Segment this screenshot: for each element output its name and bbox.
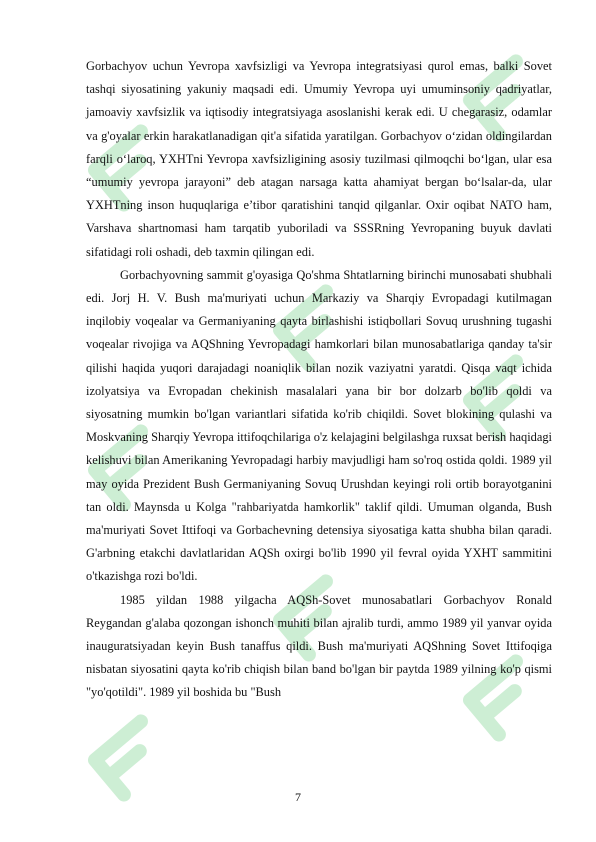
paragraph-2: Gorbachyovning sammit g'oyasiga Qo'shma Shtatlarning birinchi munosabati shubhali edi. Jorj H. V. Bush ma'muriyati uchun Markaziy va Sharqiy Evropadagi kutilmagan inqilobiy voqealar va Germaniyaning qayta birlashishi istiqbollari Sovuq urushning tugashi voqealar rivojiga va AQShning Yevropadagi hamkorlari bilan munosabatlariga qanday ta'sir qilishi haqida yuqori darajadagi noaniqlik bilan nozik vaziyatni yaratdi. Qisqa vaqt ichida izolyatsiya va Evropadan chekinish masalalari yana bir bor dolzarb bo'lib qoldi va siyosatning mumkin bo'lgan variantlari sifatida ko'rib chiqildi. Sovet blokining qulashi va Moskvaning Sharqiy Yevropa ittifoqchilariga o'z kelajagini belgilashga ruxsat berish haqidagi kelishuvi bilan Amerikaning Yevropadagi harbiy mavjudligi ham so'roq ostida qoldi. 1989 yil may oyida Prezident Bush Germaniyaning Sovuq Urushdan keyingi roli ortib borayotganini tan oldi. Maynsda u Kolga "rahbariyatda hamkorlik" taklif qildi. Umuman olganda, Bush ma'muriyati Sovet Ittifoqi va Gorbachevning detensiya siyosatiga katta shubha bilan qaradi. G'arbning etakchi davlatlaridan AQSh oxirgi bo'lib 1990 yil fevral oyida YXHT sammitini o'tkazishga rozi bo'ldi.	[86, 267, 552, 584]
paragraph-3: 1985 yildan 1988 yilgacha AQSh-Sovet munosabatlari Gorbachyov Ronald Reygandan g'alaba qozongan ishonch muhiti bilan ajralib turdi, ammo 1989 yil yanvar oyida inauguratsiyadan keyin Bush tanaffus qildi. Bush ma'muriyati AQShning Sovet Ittifoqiga nisbatan siyosatini qayta ko'rib chiqish bilan band bo'lgan bir paytda 1989 yilning ko'p qismi "yo'qotildi". 1989 yil boshida bu "Bush	[86, 592, 552, 700]
watermark-mark-left-bottom	[95, 721, 170, 794]
body-text	[86, 55, 552, 705]
page-number: 7	[295, 790, 301, 804]
paragraph-1: Gorbachyov uchun Yevropa xavfsizligi va Yevropa integratsiyasi qurol emas, balki Sovet tashqi siyosatining yakuniy maqsadi edi. Umumiy Yevropa uyi umuminsoniy qadriyatlar, jamoaviy xavfsizlik va iqtisodiy integratsiyaga asoslanishi kerak edi. U chegarasiz, odamlar va g'oyalar erkin harakatlanadigan qit'a sifatida yaratilgan. Gorbachyov o‘zidan oldingilardan farqli o‘laroq, YXHTni Yevropa xavfsizligining asosiy tuzilmasi qilmoqchi bo‘lgan, ular esa “umumiy yevropa jarayoni” deb atagan narsaga katta ahamiyat bergan bo‘lsalar-da, ular YXHTning inson huquqlariga e’tibor qaratishini tanqid qilganlar. Oxir oqibat NATO ham, Varshava shartnomasi ham tarqatib yuboriladi va SSSRning Yevropaning buyuk davlati sifatidagi roli oshadi, deb taxmin qilingan edi.	[86, 59, 552, 259]
